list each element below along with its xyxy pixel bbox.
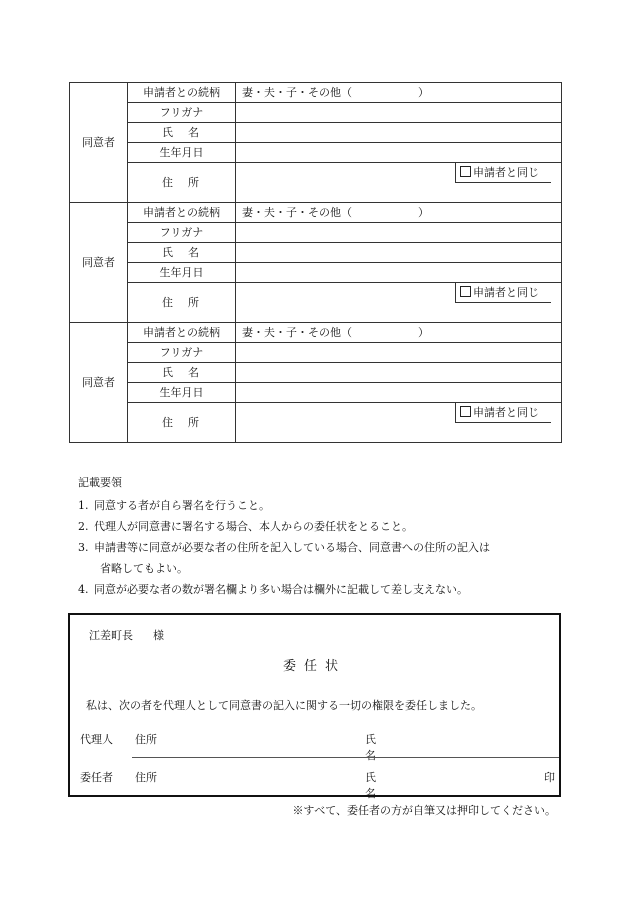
furigana-field[interactable] [236,223,562,243]
addressee-name: 江差町長 [89,629,133,642]
consenter-group-label: 同意者 [70,83,128,203]
addressee [89,627,164,643]
birthdate-label: 生年月日 [128,143,236,163]
address-label: 住 所 [128,163,236,203]
name-field[interactable] [236,123,562,143]
agent-address-label: 住所 [135,733,157,746]
checkbox-icon [460,406,471,417]
relation-field[interactable]: 妻・夫・子・その他（ ） [236,323,562,343]
furigana-field[interactable] [236,343,562,363]
principal-label: 委任者 [80,771,113,784]
footnote: ※すべて、委任者の方が自筆又は押印してください。 [292,804,556,817]
divider [132,757,559,758]
item-number: 2. [78,520,89,533]
relation-label: 申請者との続柄 [128,323,236,343]
item-number: 1. [78,499,89,512]
address-label: 住 所 [128,283,236,323]
power-of-attorney-title: 委任状 [282,659,346,674]
name-label: 氏 名 [128,363,236,383]
item-continuation: 省略してもよい。 [100,562,188,575]
principal-address-label: 住所 [135,771,157,784]
instruction-item [78,537,558,558]
birthdate-field[interactable] [236,383,562,403]
item-text: 同意が必要な者の数が署名欄より多い場合は欄外に記載して差し支えない。 [94,583,468,596]
furigana-label: フリガナ [128,103,236,123]
delegation-statement: 私は、次の者を代理人として同意書の記入に関する一切の権限を委任しました。 [86,699,482,712]
same-as-applicant-label: 申請者と同じ [473,286,539,299]
birthdate-field[interactable] [236,263,562,283]
principal-name-label: 氏名 [365,771,376,800]
same-as-applicant-checkbox[interactable] [455,403,551,423]
instructions [78,475,558,600]
item-text: 申請書等に同意が必要な者の住所を記入している場合、同意書への住所の記入は [94,541,490,554]
instruction-item [78,579,558,600]
principal-row[interactable] [80,769,555,800]
furigana-label: フリガナ [128,223,236,243]
address-field[interactable] [236,163,562,203]
address-field[interactable] [236,283,562,323]
consent-table [69,82,562,443]
furigana-field[interactable] [236,103,562,123]
power-of-attorney-box [68,613,561,800]
same-as-applicant-checkbox[interactable] [455,163,551,183]
relation-field[interactable]: 妻・夫・子・その他（ ） [236,203,562,223]
name-field[interactable] [236,243,562,263]
same-as-applicant-checkbox[interactable] [455,283,551,303]
checkbox-icon [460,286,471,297]
address-field[interactable] [236,403,562,443]
consenter-group-label: 同意者 [70,203,128,323]
consenter-group-label: 同意者 [70,323,128,443]
relation-field[interactable]: 妻・夫・子・その他（ ） [236,83,562,103]
furigana-label: フリガナ [128,343,236,363]
instruction-item [78,516,558,537]
item-text: 代理人が同意書に署名する場合、本人からの委任状をとること。 [94,520,413,533]
birthdate-label: 生年月日 [128,263,236,283]
item-text: 同意する者が自ら署名を行うこと。 [94,499,270,512]
same-as-applicant-label: 申請者と同じ [473,406,539,419]
relation-label: 申請者との続柄 [128,83,236,103]
birthdate-label: 生年月日 [128,383,236,403]
same-as-applicant-label: 申請者と同じ [473,166,539,179]
name-label: 氏 名 [128,123,236,143]
agent-name-label: 氏名 [365,733,376,762]
name-field[interactable] [236,363,562,383]
instruction-item [78,495,558,516]
agent-label: 代理人 [80,733,113,746]
relation-label: 申請者との続柄 [128,203,236,223]
checkbox-icon [460,166,471,177]
honorific: 様 [153,629,164,642]
instructions-title: 記載要領 [78,476,122,489]
name-label: 氏 名 [128,243,236,263]
seal-label: 印 [544,771,555,784]
item-number: 3. [78,541,89,554]
birthdate-field[interactable] [236,143,562,163]
agent-row[interactable] [80,731,376,762]
item-number: 4. [78,583,89,596]
address-label: 住 所 [128,403,236,443]
